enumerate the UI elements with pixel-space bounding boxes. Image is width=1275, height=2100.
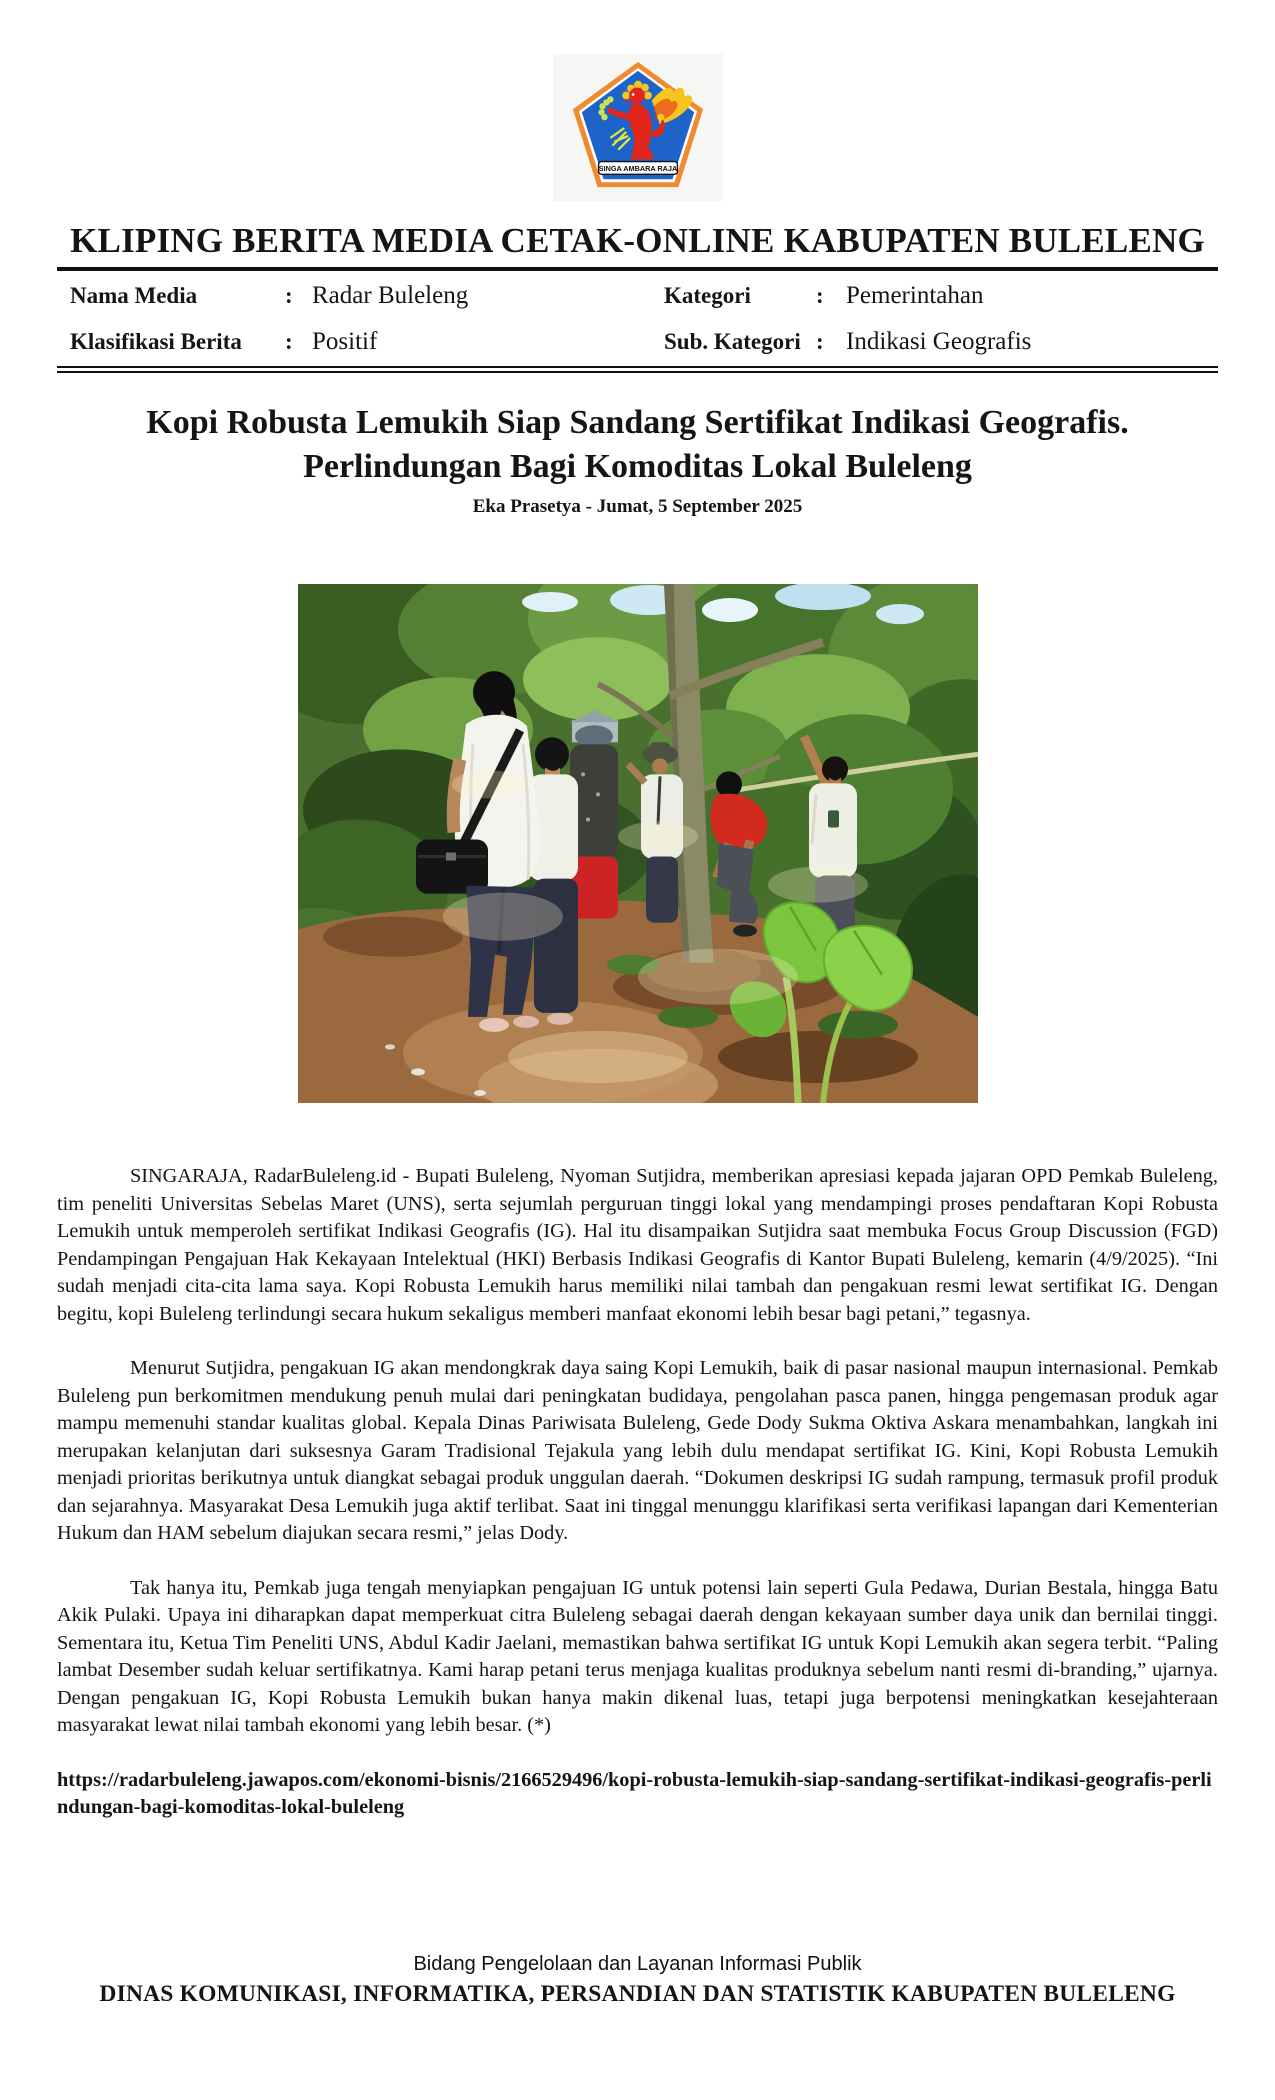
meta-table (57, 273, 1218, 365)
article-title-line1: Kopi Robusta Lemukih Siap Sandang Sertifikat Indikasi Geografis. (146, 404, 1129, 441)
meta-row-2 (57, 319, 1218, 365)
meta-colon: : (816, 283, 824, 308)
paragraph-3: Tak hanya itu, Pemkab juga tengah menyiapkan pengajuan IG untuk potensi lain seperti Gula Pedawa, Durian Bestala, hingga Batu Akik Pulaki. Upaya ini diharapkan dapat memperkuat citra Buleleng sebagai daerah dengan kekayaan sumber daya unik dan bernilai tinggi. Sementara itu, Ketua Tim Peneliti UNS, Abdul Kadir Jaelani, memastikan bahwa sertifikat IG untuk Kopi Lemukih akan segera terbit. “Paling lambat Desember sudah keluar sertifikatnya. Kami harap petani terus menjaga kualitas produknya sebelum nanti resmi di-branding,” ujarnya. Dengan pengakuan IG, Kopi Robusta Lemukih bukan hanya makin dikenal luas, tetapi juga berpotensi meningkatkan kesejahteraan masyarakat lewat nilai tambah ekonomi yang lebih besar. (*) (57, 1576, 1218, 1736)
meta-value-sub-kategori: Indikasi Geografis (846, 328, 1032, 355)
meta-colon: : (285, 329, 293, 354)
regency-logo (553, 54, 723, 201)
paragraph-1: SINGARAJA, RadarBuleleng.id - Bupati Buleleng, Nyoman Sutjidra, memberikan apresiasi kepada jajaran OPD Pemkab Buleleng, tim peneliti Universitas Sebelas Maret (UNS), serta sejumlah perguruan tinggi lokal yang mendampingi proses pendaftaran Kopi Robusta Lemukih untuk memperoleh sertifikat Indikasi Geografis (IG). Hal itu disampaikan Sutjidra saat membuka Focus Group Discussion (FGD) Pendampingan Pengajuan Hak Kekayaan Intelektual (HKI) Berbasis Indikasi Geografis di Kantor Bupati Buleleng, kemarin (4/9/2025). “Ini sudah menjadi cita-cita lama saya. Kopi Robusta Lemukih harus memiliki nilai tambah dan pengakuan resmi lewat sertifikat IG. Dengan begitu, kopi Buleleng terlindungi secara hukum sekaligus memberi manfaat ekonomi lebih besar bagi petani,” tegasnya. (57, 1165, 1218, 1325)
divider-top (57, 267, 1218, 271)
meta-colon: : (285, 283, 293, 308)
article-byline: Eka Prasetya - Jumat, 5 September 2025 (472, 496, 803, 517)
meta-value-kategori: Pemerintahan (846, 282, 984, 309)
meta-value-nama-media: Radar Buleleng (312, 282, 469, 309)
footer-agency: DINAS KOMUNIKASI, INFORMATIKA, PERSANDIAN DAN STATISTIK KABUPATEN BULELENG (99, 1981, 1176, 2007)
article-title-line2: Perlindungan Bagi Komoditas Lokal Buleleng (303, 448, 972, 485)
article-header (0, 401, 1275, 518)
singa-ambara-raja-logo (569, 59, 707, 197)
meta-value-klasifikasi: Positif (312, 328, 378, 355)
meta-label-klasifikasi: Klasifikasi Berita (70, 329, 242, 354)
meta-colon: : (816, 329, 824, 354)
meta-label-kategori: Kategori (664, 283, 751, 308)
meta-label-nama-media: Nama Media (70, 283, 198, 308)
page-footer (0, 1953, 1275, 2008)
logo-banner (599, 161, 678, 174)
divider-bottom (57, 366, 1218, 373)
page-title: KLIPING BERITA MEDIA CETAK-ONLINE KABUPATEN BULELENG (70, 221, 1205, 260)
logo-banner-text: SINGA AMBARA RAJA (598, 163, 678, 173)
source-url: https://radarbuleleng.jawapos.com/ekonomi-bisnis/2166529496/kopi-robusta-lemukih-siap-sandang-sertifikat-indikasi-geografis-perlindungan-bagi-komoditas-lokal-buleleng (57, 1768, 1212, 1818)
meta-row-1 (57, 273, 1218, 319)
paragraph-2: Menurut Sutjidra, pengakuan IG akan mendongkrak daya saing Kopi Lemukih, baik di pasar nasional maupun internasional. Pemkab Buleleng pun berkomitmen mendukung penuh mulai dari peningkatan budidaya, pengolahan pasca panen, hingga pengemasan produk agar mampu memenuhi standar kualitas global. Kepala Dinas Pariwisata Buleleng, Gede Dody Sukma Oktiva Askara menambahkan, langkah ini merupakan kelanjutan dari suksesnya Garam Tradisional Tejakula yang lebih dulu mendapat sertifikat IG. Kini, Kopi Robusta Lemukih menjadi prioritas berikutnya untuk diangkat sebagai produk unggulan daerah. “Dokumen deskripsi IG sudah rampung, termasuk profil produk dan sejarahnya. Masyarakat Desa Lemukih juga aktif terlibat. Saat ini tinggal menunggu klarifikasi serta verifikasi lapangan dari Kementerian Hukum dan HAM sebelum diajukan secara resmi,” jelas Dody. (57, 1357, 1218, 1544)
photo-illustration (298, 584, 978, 1103)
article-body (57, 1163, 1218, 1822)
footer-division: Bidang Pengelolaan dan Layanan Informasi Publik (413, 1953, 862, 1975)
article-photo (298, 584, 978, 1103)
meta-label-sub-kategori: Sub. Kategori (664, 329, 801, 354)
